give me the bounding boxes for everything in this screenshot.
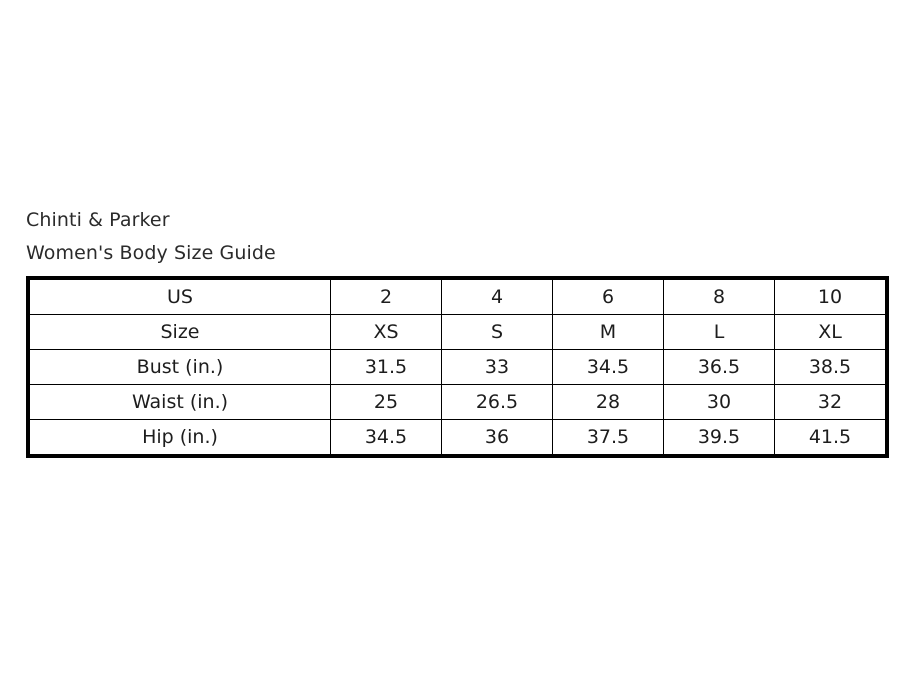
table-cell: 30: [664, 385, 775, 420]
table-row: [28, 385, 887, 420]
brand-name: Chinti & Parker: [26, 209, 170, 231]
table-row: [28, 315, 887, 350]
table-cell: 36.5: [664, 350, 775, 385]
table-cell: M: [553, 315, 664, 350]
size-guide-table: [26, 276, 889, 458]
table-cell: 25: [331, 385, 442, 420]
table-cell: 6: [553, 278, 664, 315]
table-cell: 4: [442, 278, 553, 315]
table-row: [28, 278, 887, 315]
table-row: [28, 350, 887, 385]
row-label: Waist (in.): [28, 385, 331, 420]
table-cell: 28: [553, 385, 664, 420]
table-cell: L: [664, 315, 775, 350]
table-cell: 36: [442, 420, 553, 457]
table-cell: 31.5: [331, 350, 442, 385]
table-cell: 34.5: [553, 350, 664, 385]
size-guide-content: [26, 205, 878, 458]
table-row: [28, 420, 887, 457]
table-cell: 41.5: [775, 420, 888, 457]
row-label: Hip (in.): [28, 420, 331, 457]
table-cell: 38.5: [775, 350, 888, 385]
table-cell: 37.5: [553, 420, 664, 457]
table-cell: 10: [775, 278, 888, 315]
table-cell: 2: [331, 278, 442, 315]
row-label: Bust (in.): [28, 350, 331, 385]
table-cell: 34.5: [331, 420, 442, 457]
table-cell: XS: [331, 315, 442, 350]
row-label: US: [28, 278, 331, 315]
table-cell: S: [442, 315, 553, 350]
table-cell: 39.5: [664, 420, 775, 457]
table-cell: 26.5: [442, 385, 553, 420]
table-cell: XL: [775, 315, 888, 350]
row-label: Size: [28, 315, 331, 350]
page-title: Women's Body Size Guide: [26, 242, 276, 264]
table-cell: 8: [664, 278, 775, 315]
table-cell: 33: [442, 350, 553, 385]
table-cell: 32: [775, 385, 888, 420]
